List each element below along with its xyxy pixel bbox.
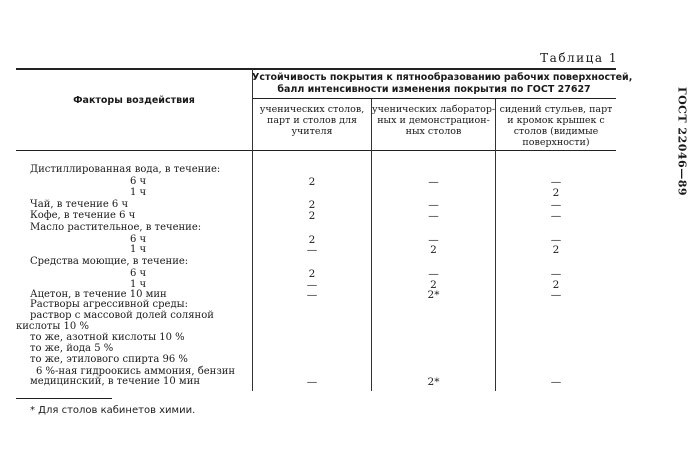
header-col3 xyxy=(496,104,616,148)
row-value-c2: — xyxy=(428,234,439,246)
row-label: 6 ч xyxy=(130,268,147,279)
row-label: Кофе, в течение 6 ч xyxy=(30,210,136,221)
row-label: то же, этилового спирта 96 % xyxy=(30,354,188,365)
row-label: 1 ч xyxy=(130,244,147,255)
row-value-c2: 2* xyxy=(427,289,440,301)
footnote: * Для столов кабинетов химии. xyxy=(30,405,196,416)
row-value-c2: — xyxy=(428,210,439,222)
row-label: 6 %-ная гидроокись аммония, бензин xyxy=(36,366,236,377)
row-value-c3: — xyxy=(550,176,562,188)
row-label: то же, йода 5 % xyxy=(30,343,114,354)
row-label: раствор с массовой долей соляной xyxy=(30,310,214,321)
row-value-c1: — xyxy=(306,244,318,256)
row-value-c3: — xyxy=(550,376,562,388)
row-value-c2: — xyxy=(428,268,439,280)
row-label: медицинский, в течение 10 мин xyxy=(30,376,201,387)
row-label: то же, азотной кислоты 10 % xyxy=(30,332,185,343)
standard-side-title: ГОСТ 22046—89 xyxy=(675,86,689,197)
row-label: Чай, в течение 6 ч xyxy=(30,199,129,210)
row-value-c2: 2* xyxy=(427,376,440,388)
header-col3-line: поверхности) xyxy=(522,137,590,148)
row-value-c2: 2 xyxy=(430,244,437,256)
row-label: Средства моющие, в течение: xyxy=(30,256,189,267)
table-top-rule xyxy=(16,68,616,70)
row-value-c1: — xyxy=(306,289,318,301)
header-col2 xyxy=(372,104,495,137)
row-value-c3: — xyxy=(550,210,562,222)
row-value-c2: — xyxy=(428,199,439,211)
table-caption: Таблица 1 xyxy=(540,51,618,65)
header-factors: Факторы воздействия xyxy=(73,95,195,106)
row-value-c1: 2 xyxy=(308,234,316,246)
group-header-rule xyxy=(252,98,616,99)
row-value-c3: — xyxy=(550,234,562,246)
row-label: кислоты 10 % xyxy=(16,321,89,332)
row-value-c2: — xyxy=(428,176,439,188)
row-value-c1: — xyxy=(306,376,318,388)
row-value-c3: 2 xyxy=(552,244,560,256)
row-value-c3: 2 xyxy=(552,279,560,291)
row-label: 6 ч xyxy=(130,176,147,187)
header-col1-line: парт и столов для xyxy=(267,115,357,126)
row-value-c1: 2 xyxy=(308,176,316,188)
row-label: 1 ч xyxy=(130,279,147,290)
header-group-line-2: балл интенсивности изменения покрытия по ГОСТ 27627 xyxy=(277,84,591,95)
header-col2-line: ученических лаборатор- xyxy=(372,104,496,115)
row-label: 6 ч xyxy=(130,234,147,245)
header-col3-line: сидений стульев, парт xyxy=(499,104,613,115)
row-value-c2: 2 xyxy=(430,279,437,291)
row-label: Масло растительное, в течение: xyxy=(30,222,202,233)
row-value-c1: — xyxy=(306,279,318,291)
header-bottom-rule xyxy=(16,150,616,151)
row-value-c3: — xyxy=(550,199,562,211)
row-label: 1 ч xyxy=(130,187,147,198)
header-col1-line: ученических столов, xyxy=(259,104,365,115)
row-value-c1: 2 xyxy=(308,268,316,280)
header-col3-line: и кромок крышек с xyxy=(507,115,605,126)
row-value-c1: 2 xyxy=(308,210,316,222)
row-value-c3: — xyxy=(550,289,562,301)
row-value-c1: 2 xyxy=(308,199,316,211)
header-group-line-1: Устойчивость покрытия к пятнообразованию рабочих поверхностей, xyxy=(252,72,633,83)
header-col2-line: ных столов xyxy=(405,126,462,137)
footnote-rule xyxy=(16,398,112,399)
header-col1-line: учителя xyxy=(291,126,333,137)
row-label: Растворы агрессивной среды: xyxy=(30,299,188,310)
row-value-c3: 2 xyxy=(552,187,560,199)
row-value-c3: — xyxy=(550,268,562,280)
header-col3-line: столов (видимые xyxy=(513,126,599,137)
row-label: Дистиллированная вода, в течение: xyxy=(30,164,221,175)
header-col2-line: ных и демонстрацион- xyxy=(377,115,490,126)
header-col1 xyxy=(253,104,371,137)
row-label: Ацетон, в течение 10 мин xyxy=(30,289,167,300)
